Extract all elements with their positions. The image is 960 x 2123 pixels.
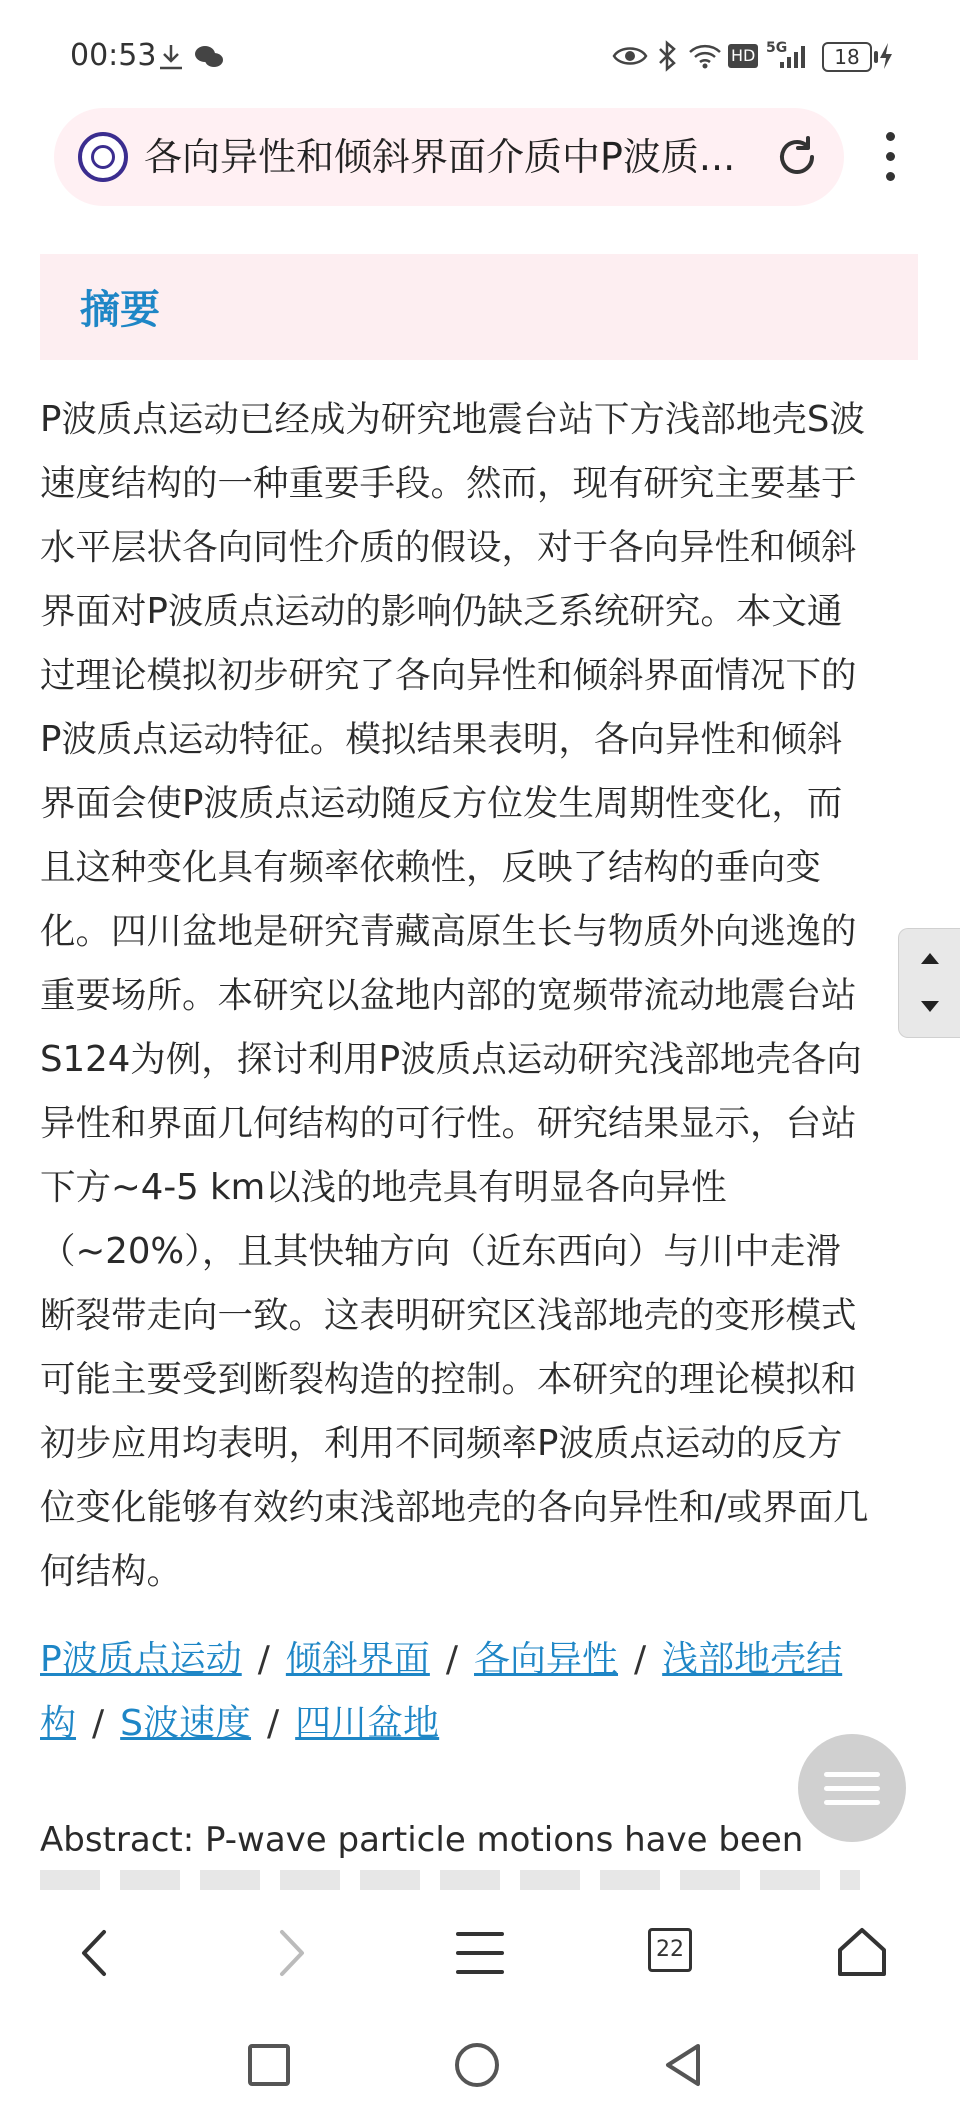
- wechat-icon: [194, 44, 224, 70]
- abstract-line: P波质点运动已经成为研究地震台站下方浅部地壳S波: [40, 399, 865, 440]
- abstract-line: 且这种变化具有频率依赖性，反映了结构的垂向变: [40, 847, 822, 888]
- keyword-link[interactable]: S波速度: [120, 1703, 252, 1744]
- keyword-separator: /: [634, 1639, 647, 1680]
- keyword-separator: /: [257, 1639, 270, 1680]
- keyword-link[interactable]: 浅部地壳结: [662, 1639, 843, 1680]
- status-bar: [0, 0, 960, 110]
- network-label: 5G: [766, 40, 788, 56]
- floating-menu-button[interactable]: [798, 1734, 906, 1842]
- keyword-link[interactable]: 倾斜界面: [285, 1639, 430, 1680]
- charging-icon: [878, 42, 894, 70]
- keyword-link[interactable]: P波质点运动: [40, 1639, 242, 1680]
- back-icon[interactable]: [56, 1918, 136, 1988]
- scroll-down-icon[interactable]: [921, 1001, 939, 1012]
- tabs-button[interactable]: [632, 1918, 712, 1988]
- abstract-line: （~20%），且其快轴方向（近东西向）与川中走滑: [40, 1231, 841, 1272]
- abstract-line: 位变化能够有效约束浅部地壳的各向异性和/或界面几: [40, 1487, 869, 1528]
- abstract-text: [40, 388, 920, 1604]
- keyword-list: [40, 1628, 920, 1756]
- forward-icon[interactable]: [250, 1918, 330, 1988]
- abstract-line: P波质点运动特征。模拟结果表明，各向异性和倾斜: [40, 719, 843, 760]
- abstract-line: 化。四川盆地是研究青藏高原生长与物质外向逃逸的: [40, 911, 857, 952]
- home-icon[interactable]: [822, 1918, 902, 1988]
- abstract-line: 界面对P波质点运动的影响仍缺乏系统研究。本文通: [40, 591, 843, 632]
- bluetooth-icon: [656, 40, 678, 72]
- tab-count: 22: [648, 1928, 692, 1972]
- menu-icon[interactable]: [440, 1918, 520, 1988]
- keyword-link[interactable]: 构: [40, 1703, 77, 1744]
- abstract-line: S124为例，探讨利用P波质点运动研究浅部地壳各向: [40, 1039, 862, 1080]
- battery-indicator: 18: [822, 42, 872, 72]
- fast-scroll-handle[interactable]: [898, 928, 960, 1038]
- scroll-up-icon[interactable]: [921, 953, 939, 964]
- download-icon: [156, 42, 186, 72]
- keyword-separator: /: [445, 1639, 459, 1680]
- abstract-line: 可能主要受到断裂构造的控制。本研究的理论模拟和: [40, 1359, 857, 1400]
- keyword-link[interactable]: 四川盆地: [295, 1703, 440, 1744]
- abstract-line: 界面会使P波质点运动随反方位发生周期性变化，而: [40, 783, 843, 824]
- page-title[interactable]: 各向异性和倾斜界面介质中P波质...: [144, 135, 736, 179]
- keyword-separator: /: [267, 1703, 280, 1744]
- signal-icon: [778, 44, 810, 70]
- abstract-line: 初步应用均表明，利用不同频率P波质点运动的反方: [40, 1423, 843, 1464]
- reload-icon[interactable]: [772, 132, 822, 182]
- keyword-separator: /: [92, 1703, 105, 1744]
- abstract-line: 断裂带走向一致。这表明研究区浅部地壳的变形模式: [40, 1295, 857, 1336]
- abstract-line: 速度结构的一种重要手段。然而，现有研究主要基于: [40, 463, 857, 504]
- browser-toolbar: [0, 1898, 960, 2008]
- abstract-line: 异性和界面几何结构的可行性。研究结果显示，台站: [40, 1103, 857, 1144]
- eye-icon: [612, 44, 648, 68]
- keyword-link[interactable]: 各向异性: [474, 1639, 619, 1680]
- system-navigation-bar: [0, 2010, 960, 2123]
- recent-apps-icon[interactable]: [244, 2040, 294, 2090]
- more-options-icon[interactable]: [870, 128, 910, 188]
- abstract-line: 下方~4-5 km以浅的地壳具有明显各向异性: [40, 1167, 727, 1208]
- english-abstract: Abstract: P-wave particle motions have been: [40, 1820, 804, 1860]
- abstract-heading-box: [40, 254, 918, 360]
- wifi-icon: [688, 42, 722, 70]
- site-logo-icon: [78, 132, 128, 182]
- hd-badge: HD: [728, 44, 758, 68]
- abstract-line: 水平层状各向同性介质的假设，对于各向异性和倾斜: [40, 527, 857, 568]
- abstract-line: 重要场所。本研究以盆地内部的宽频带流动地震台站: [40, 975, 857, 1016]
- system-back-icon[interactable]: [658, 2040, 708, 2090]
- address-bar[interactable]: [54, 108, 844, 206]
- home-button-icon[interactable]: [452, 2040, 502, 2090]
- section-heading: 摘要: [80, 287, 160, 333]
- abstract-line: 何结构。: [40, 1551, 183, 1592]
- english-abstract-cutoff: [40, 1870, 860, 1890]
- status-time: 00:53: [70, 38, 157, 73]
- abstract-line: 过理论模拟初步研究了各向异性和倾斜界面情况下的: [40, 655, 857, 696]
